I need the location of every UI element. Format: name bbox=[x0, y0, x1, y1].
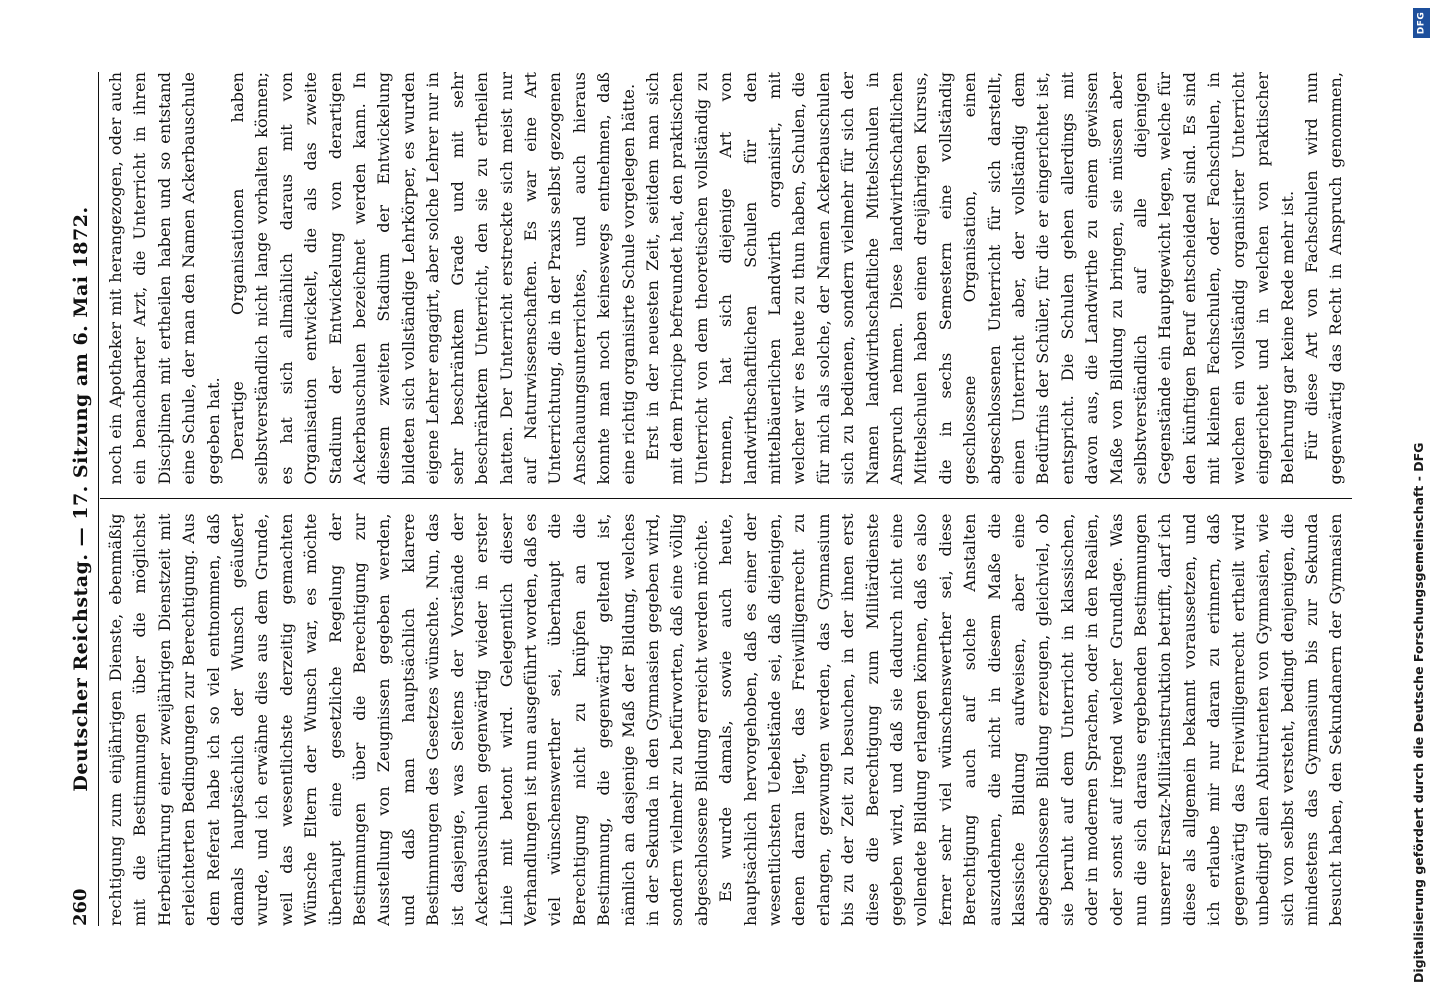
right-paragraph-2: Derartige Organisationen haben selbstverständlich nicht lange vorhalten können; es hat sich allmählich daraus mit von Organisation entwickelt, die als das zweite Stadium der Entwickelung von derartigen Ackerbauschulen bezeichnet werden kann. In diesem zweiten Stadium der Entwickelung bildeten sich vollständige Lehrkörper, es wurden eigene Lehrer engagirt, aber solche Lehrer nur in sehr beschränktem Grade und mit sehr beschränktem Unterricht, den sie zu ertheilen hatten. Der Unterricht erstreckte sich meist nur auf Naturwissenschaften. Es war eine Art Unterrichtung, die in der Praxis selbst gezogenen Anschauungsunterrichtes, und auch hieraus konnte man noch keineswegs entnehmen, daß eine richtig organisirte Schule vorgelegen hätte. bbox=[228, 72, 638, 485]
text-columns bbox=[100, 72, 1352, 926]
digitization-credit: Digitalisierung gefördert durch die Deutsche Forschungsgemeinschaft - DFG bbox=[1411, 442, 1426, 983]
left-paragraph-1: rechtigung zum einjährigen Dienste, ebenmäßig mit die Bestimmungen über die möglichst Herbeiführung einer zweijährigen Dienstzeit mit erleichterten Bedingungen zur Berechtigung. Aus dem Referat habe ich so viel entnommen, daß damals hauptsächlich der Wunsch geäußert wurde, und ich erwähne dies aus dem Grunde, weil das wesentlichste derzeitig gemachten Wünsche Eltern der Wunsch war, es möchte überhaupt eine gesetzliche Regelung der Bestimmungen über die Berechtigung zur Ausstellung von Zeugnissen gegeben werden, und daß man hauptsächlich klarere Bestimmungen des Gesetzes wünschte. Nun, das ist dasjenige, was Seitens der Vorstände der Ackerbauschulen gegenwärtig wieder in erster Linie mit betont wird. Gelegentlich dieser Verhandlungen ist nun ausgeführt worden, daß es viel wünschenswerther sei, überhaupt die Berechtigung nicht zu knüpfen an die Bestimmung, die gegenwärtig geltend ist, nämlich an dasjenige Maß der Bildung, welches in der Sekunda in den Gymnasien gegeben wird, sondern vielmehr zu befürworten, daß eine völlig abgeschlossene Bildung erreicht werden möchte. bbox=[106, 513, 711, 926]
right-paragraph-4: Für diese Art von Fachschulen wird nun gegenwärtig das Recht in Anspruch genommen, bbox=[1301, 72, 1346, 485]
right-paragraph-1: noch ein Apotheker mit herangezogen, oder auch ein benachbarter Arzt, die Unterricht in ihren Disciplinen mit ertheilen haben und so entstand eine Schule, der man den Namen Ackerbauschule gegeben hat. bbox=[106, 72, 223, 485]
right-column bbox=[100, 72, 1352, 499]
page-header bbox=[64, 72, 99, 926]
page-number: 260 bbox=[70, 888, 91, 926]
running-title: Deutscher Reichstag. — 17. Sitzung am 6. Mai 1872. bbox=[70, 206, 92, 792]
right-paragraph-3: Erst in der neuesten Zeit, seitdem man sich mit dem Principe befreundet hat, den praktischen Unterricht von dem theoretischen vollständig zu trennen, hat sich diejenige Art von landwirthschaftlichen Schulen für den mittelbäuerlichen Landwirth organisirt, mit welcher wir es heute zu thun haben, Schulen, die für mich als solche, der Namen Ackerbauschulen sich zu bedienen, sondern vielmehr für sich der Namen landwirthschaftliche Mittelschulen in Anspruch nehmen. Diese landwirthschaftlichen Mittelschulen haben einen dreijährigen Kursus, die in sechs Semestern eine vollständig geschlossene Organisation, einen abgeschlossenen Unterricht für sich darstellt, einen Unterricht aber, der vollständig dem Bedürfnis der Schüler, für die er eingerichtet ist, entspricht. Die Schulen gehen allerdings mit davon aus, die Landwirthe zu einem gewissen Maße von Bildung zu bringen, sie müssen aber selbstverständlich auf alle diejenigen Gegenstände ein Hauptgewicht legen, welche für den künftigen Beruf entscheidend sind. Es sind mit kleinen Fachschulen, oder Fachschulen, in welchen ein vollständig organisirter Unterricht eingerichtet und in welchen von praktischer Belehrung gar keine Rede mehr ist. bbox=[642, 72, 1297, 485]
left-column bbox=[100, 499, 1352, 927]
digitization-credit-strip bbox=[1408, 8, 1430, 998]
dfg-logo-text: DFG bbox=[1416, 11, 1427, 35]
left-paragraph-2: Es wurde damals, sowie auch heute, hauptsächlich hervorgehoben, daß es einer der wesentlichsten Uebelstände sei, daß diejenigen, denen daran liegt, das Freiwilligenrecht zu erlangen, gezwungen werden, das Gymnasium bis zu der Zeit zu besuchen, in der ihnen erst diese die Berechtigung zum Militärdienste gegeben wird, und daß sie dadurch nicht eine vollendete Bildung erlangen können, daß es also ferner sehr viel wünschenswerther sei, diese Berechtigung auch auf solche Anstalten auszudehnen, die nicht in diesem Maße die klassische Bildung aufweisen, aber eine abgeschlossene Bildung erzeugen, gleichviel, ob sie beruht auf dem Unterricht in klassischen, oder in modernen Sprachen, oder in den Realien, oder sonst auf irgend welcher Grundlage. Was nun die sich daraus ergebenden Bestimmungen unserer Ersatz-Militärinstruktion betrifft, darf ich diese als allgemein bekannt voraussetzen, und ich erlaube mir nur daran zu erinnern, daß gegenwärtig das Freiwilligenrecht ertheilt wird unbedingt allen Abiturienten von Gymnasien, wie sich von selbst versteht, bedingt denjenigen, die mindestens das Gymnasium bis zur Sekunda besucht haben, den Sekundanern der Gymnasien bbox=[716, 513, 1346, 926]
